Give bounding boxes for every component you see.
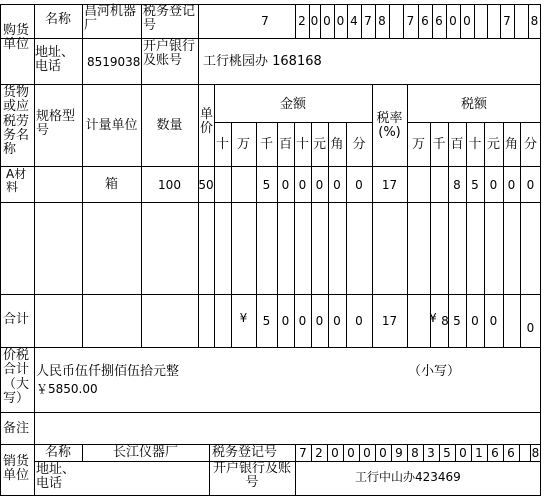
amount-digit: 5 bbox=[262, 178, 271, 192]
amount-digit-header: 万 bbox=[236, 137, 250, 152]
seller-tax-reg-label: 税务登记号 bbox=[212, 445, 278, 460]
amount-digit-header: 角 bbox=[330, 137, 344, 152]
amount-digit: 0 bbox=[281, 178, 290, 192]
amount-in-words: 人民币伍仟捌佰伍拾元整 bbox=[36, 364, 180, 379]
buyer-tax-reg-digit: 0 bbox=[310, 14, 319, 28]
col-divider bbox=[328, 122, 329, 347]
qty-cell: 100 bbox=[158, 178, 181, 192]
amount-digit: 0 bbox=[298, 178, 307, 192]
amount-digit: 0 bbox=[315, 314, 324, 328]
col-divider bbox=[214, 84, 215, 347]
tax-amount-header: 税额 bbox=[460, 97, 487, 112]
amount-digit-header: 十 bbox=[215, 137, 229, 152]
col-divider bbox=[311, 122, 312, 347]
seller-tax-reg-digit: 2 bbox=[315, 446, 323, 460]
buyer-tax-reg-digit: 2 bbox=[298, 14, 306, 28]
price-cell: 50 bbox=[198, 178, 214, 192]
seller-tax-reg-digit: 8 bbox=[411, 446, 419, 460]
buyer-bank-label: 开户银行及账号 bbox=[143, 39, 196, 69]
tax-digit-header: 千 bbox=[432, 137, 446, 152]
buyer-address-value: 8519038 bbox=[87, 55, 141, 69]
buyer-address-label: 地址、电话 bbox=[35, 45, 75, 75]
tax-digit-header: 元 bbox=[486, 137, 500, 152]
unit-header: 计量单位 bbox=[85, 118, 138, 133]
col-divider bbox=[34, 347, 35, 444]
col-divider bbox=[256, 122, 257, 347]
col-divider bbox=[484, 122, 485, 347]
seller-address-label: 地址、电话 bbox=[36, 462, 76, 492]
seller-tax-reg-digit: 0 bbox=[459, 446, 467, 460]
spec-header: 规格型号 bbox=[36, 109, 76, 139]
tax-rate-cell: 17 bbox=[381, 178, 398, 192]
total-label: 合计 bbox=[3, 312, 30, 327]
seller-tax-reg-digit: 0 bbox=[331, 446, 339, 460]
amount-digit: 0 bbox=[333, 314, 341, 328]
tax-digit: ¥ bbox=[429, 311, 437, 325]
buyer-tax-reg-digit: 6 bbox=[435, 14, 443, 28]
amount-in-figures: ￥5850.00 bbox=[36, 382, 98, 396]
seller-bank-value: 工行中山办423469 bbox=[355, 470, 461, 484]
seller-tax-reg-digit: 0 bbox=[363, 446, 371, 460]
tax-digit: 8 bbox=[453, 178, 461, 192]
seller-name-label: 名称 bbox=[44, 445, 71, 460]
col-divider bbox=[389, 4, 390, 38]
amount-digit-header: 千 bbox=[259, 137, 273, 152]
seller-tax-reg-digit: 7 bbox=[299, 446, 307, 460]
remarks-label: 备注 bbox=[3, 421, 30, 436]
amount-digit-header: 分 bbox=[352, 137, 366, 152]
seller-bank-label: 开户银行及账号 bbox=[212, 461, 291, 491]
row-divider bbox=[0, 412, 541, 413]
col-divider bbox=[407, 84, 408, 347]
buyer-tax-reg-digit: 0 bbox=[323, 14, 331, 28]
seller-tax-reg-digit: 5 bbox=[443, 446, 451, 460]
col-divider bbox=[503, 122, 504, 347]
tax-digit-header: 百 bbox=[450, 137, 464, 152]
tax-digit-header: 分 bbox=[523, 137, 537, 152]
amount-header: 金额 bbox=[279, 97, 306, 112]
tax-digit: 8 bbox=[441, 314, 449, 328]
seller-tax-reg-digit: 0 bbox=[379, 446, 387, 460]
buyer-tax-reg-digit: 0 bbox=[463, 14, 471, 28]
amount-digit-header: 十 bbox=[295, 137, 309, 152]
buyer-name-label: 名称 bbox=[44, 12, 71, 27]
col-divider bbox=[519, 444, 520, 461]
amount-digit: ¥ bbox=[239, 311, 248, 325]
seller-tax-reg-digit: 3 bbox=[427, 446, 435, 460]
price-header: 单价 bbox=[200, 107, 214, 137]
col-divider bbox=[209, 444, 210, 496]
buyer-tax-reg-digit: 6 bbox=[421, 14, 429, 28]
item-name-header: 货物或应税劳务名称 bbox=[3, 85, 30, 158]
tax-rate-header: 税率(%) bbox=[376, 111, 403, 141]
buyer-tax-reg-label: 税务登记号 bbox=[143, 4, 196, 34]
tax-digit: 5 bbox=[453, 314, 461, 328]
row-divider bbox=[214, 122, 372, 123]
col-divider bbox=[141, 4, 142, 84]
tax-digit: 0 bbox=[526, 178, 535, 192]
amount-digit: 0 bbox=[315, 178, 324, 192]
amount-digit-header: 元 bbox=[312, 137, 326, 152]
seller-section-label: 销货单位 bbox=[3, 454, 30, 484]
seller-tax-reg-digit: 8 bbox=[531, 446, 540, 460]
amount-digit-header: 百 bbox=[278, 137, 292, 152]
buyer-name-value: 昌河机器厂 bbox=[84, 4, 137, 34]
tax-digit: 0 bbox=[489, 178, 498, 192]
tax-digit: 0 bbox=[526, 321, 535, 335]
col-divider bbox=[466, 122, 467, 347]
col-divider bbox=[198, 4, 199, 84]
buyer-tax-reg-digit: 7 bbox=[406, 14, 415, 28]
col-divider bbox=[346, 122, 347, 347]
col-divider bbox=[487, 4, 488, 38]
col-divider bbox=[514, 4, 515, 38]
amount-digit: 0 bbox=[355, 178, 363, 192]
buyer-tax-reg-digit: 7 bbox=[261, 14, 269, 28]
small-amount-label: （小写） bbox=[408, 364, 461, 379]
col-divider bbox=[198, 84, 199, 347]
tax-digit-header: 十 bbox=[468, 137, 482, 152]
tax-digit: 5 bbox=[471, 178, 479, 192]
qty-header: 数量 bbox=[156, 118, 183, 133]
col-divider bbox=[34, 84, 35, 347]
buyer-tax-reg-digit: 8 bbox=[378, 14, 386, 28]
tax-digit-header: 万 bbox=[411, 137, 425, 152]
buyer-tax-reg-digit: 7 bbox=[364, 14, 372, 28]
buyer-tax-reg-digit: 0 bbox=[336, 14, 345, 28]
amount-digit: 0 bbox=[333, 178, 341, 192]
col-divider bbox=[520, 122, 521, 347]
buyer-tax-reg-digit: 4 bbox=[350, 14, 358, 28]
buyer-tax-reg-digit: 8 bbox=[530, 14, 539, 28]
buyer-tax-reg-digit: 0 bbox=[449, 14, 457, 28]
tax-digit-header: 角 bbox=[504, 137, 518, 152]
seller-tax-reg-digit: 0 bbox=[347, 446, 355, 460]
amount-digit: 0 bbox=[281, 314, 290, 328]
row-divider bbox=[0, 347, 541, 348]
seller-tax-reg-digit: 1 bbox=[475, 446, 483, 460]
buyer-section-label: 购货单位 bbox=[3, 23, 30, 53]
col-divider bbox=[82, 4, 83, 84]
buyer-bank-value: 工行桃园办 168168 bbox=[203, 54, 322, 69]
tax-digit: 0 bbox=[507, 178, 516, 192]
seller-tax-reg-digit: 9 bbox=[395, 446, 403, 460]
unit-cell: 箱 bbox=[104, 177, 118, 192]
item-name-cell: A材料 bbox=[6, 167, 27, 195]
col-divider bbox=[277, 122, 278, 347]
buyer-tax-reg-digit: 7 bbox=[503, 14, 511, 28]
col-divider bbox=[474, 4, 475, 38]
amount-digit: 0 bbox=[298, 314, 307, 328]
tax-digit: 0 bbox=[489, 314, 498, 328]
amount-digit: 5 bbox=[262, 314, 271, 328]
tax-inclusive-total-label: 价税合计（大写） bbox=[3, 348, 30, 406]
seller-tax-reg-digit: 6 bbox=[491, 446, 499, 460]
seller-name-value: 长江仪器厂 bbox=[112, 445, 178, 460]
seller-tax-reg-digit: 6 bbox=[507, 446, 515, 460]
tax-digit: 0 bbox=[471, 314, 479, 328]
col-divider bbox=[294, 122, 295, 347]
amount-digit: 0 bbox=[355, 314, 363, 328]
tax-rate-cell: 17 bbox=[381, 314, 398, 328]
